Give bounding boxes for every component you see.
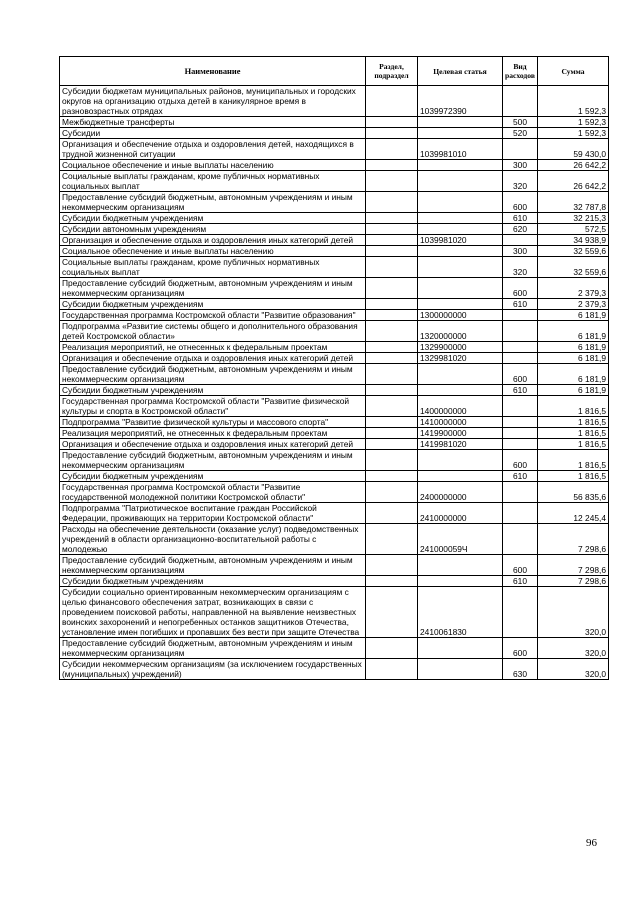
- cell-target: 1300000000: [418, 310, 503, 321]
- cell-section: [366, 555, 418, 576]
- cell-expense: 600: [503, 278, 538, 299]
- cell-section: [366, 503, 418, 524]
- cell-target: 241000059Ч: [418, 524, 503, 555]
- cell-sum: 7 298,6: [538, 555, 609, 576]
- cell-expense: [503, 353, 538, 364]
- cell-target: [418, 278, 503, 299]
- cell-section: [366, 353, 418, 364]
- cell-name: Подпрограмма "Патриотическое воспитание граждан Российской Федерации, проживающих на территории Костромской области": [60, 503, 366, 524]
- cell-name: Организация и обеспечение отдыха и оздоровления иных категорий детей: [60, 439, 366, 450]
- cell-expense: 600: [503, 192, 538, 213]
- cell-section: [366, 139, 418, 160]
- cell-section: [366, 192, 418, 213]
- cell-target: [418, 659, 503, 680]
- table-row: [60, 587, 609, 638]
- cell-expense: 620: [503, 224, 538, 235]
- cell-sum: 2 379,3: [538, 299, 609, 310]
- cell-target: 1329981020: [418, 353, 503, 364]
- table-row: [60, 246, 609, 257]
- table-row: [60, 192, 609, 213]
- cell-section: [366, 439, 418, 450]
- cell-sum: 2 379,3: [538, 278, 609, 299]
- cell-target: [418, 471, 503, 482]
- table-row: [60, 524, 609, 555]
- cell-name: Субсидии бюджетным учреждениям: [60, 299, 366, 310]
- cell-section: [366, 417, 418, 428]
- cell-sum: 1 592,3: [538, 86, 609, 117]
- cell-expense: [503, 482, 538, 503]
- table-row: [60, 257, 609, 278]
- cell-name: Предоставление субсидий бюджетным, автономным учреждениям и иным некоммерческим организациям: [60, 364, 366, 385]
- cell-name: Предоставление субсидий бюджетным, автономным учреждениям и иным некоммерческим организациям: [60, 450, 366, 471]
- cell-sum: 320,0: [538, 659, 609, 680]
- cell-section: [366, 257, 418, 278]
- cell-target: 1039972390: [418, 86, 503, 117]
- table-row: [60, 235, 609, 246]
- cell-sum: 6 181,9: [538, 385, 609, 396]
- cell-target: [418, 213, 503, 224]
- table-row: [60, 342, 609, 353]
- cell-sum: 26 642,2: [538, 171, 609, 192]
- cell-section: [366, 576, 418, 587]
- cell-target: [418, 117, 503, 128]
- cell-expense: 300: [503, 160, 538, 171]
- cell-name: Социальные выплаты гражданам, кроме публичных нормативных социальных выплат: [60, 257, 366, 278]
- cell-expense: 610: [503, 299, 538, 310]
- table-row: [60, 503, 609, 524]
- cell-name: Субсидии: [60, 128, 366, 139]
- cell-sum: 12 245,4: [538, 503, 609, 524]
- cell-sum: 56 835,6: [538, 482, 609, 503]
- cell-name: Реализация мероприятий, не отнесенных к федеральным проектам: [60, 342, 366, 353]
- cell-sum: 320,0: [538, 587, 609, 638]
- cell-sum: 1 816,5: [538, 450, 609, 471]
- budget-table: [59, 56, 609, 680]
- cell-name: Субсидии социально ориентированным некоммерческим организациям с целью финансового обеспечения затрат, возникающих в связи с проведением поисковой работы, направленной на выявление неизвестных воинских захоронений и непогребенных останков защитников Отечества, установление имен погибших и пропавших без вести при защите Отечества: [60, 587, 366, 638]
- cell-section: [366, 638, 418, 659]
- cell-sum: 320,0: [538, 638, 609, 659]
- cell-target: 1419900000: [418, 428, 503, 439]
- cell-name: Субсидии бюджетным учреждениям: [60, 213, 366, 224]
- cell-section: [366, 278, 418, 299]
- table-row: [60, 417, 609, 428]
- cell-sum: 32 787,8: [538, 192, 609, 213]
- cell-target: [418, 128, 503, 139]
- table-row: [60, 321, 609, 342]
- cell-target: [418, 299, 503, 310]
- cell-name: Государственная программа Костромской области "Развитие физической культуры и спорта в Костромской области": [60, 396, 366, 417]
- cell-expense: [503, 439, 538, 450]
- cell-name: Субсидии бюджетным учреждениям: [60, 576, 366, 587]
- cell-section: [366, 471, 418, 482]
- cell-sum: 1 816,5: [538, 417, 609, 428]
- cell-target: 1400000000: [418, 396, 503, 417]
- table-row: [60, 117, 609, 128]
- cell-section: [366, 587, 418, 638]
- cell-section: [366, 428, 418, 439]
- cell-name: Социальные выплаты гражданам, кроме публичных нормативных социальных выплат: [60, 171, 366, 192]
- table-row: [60, 86, 609, 117]
- table-row: [60, 160, 609, 171]
- cell-target: 2400000000: [418, 482, 503, 503]
- cell-expense: 500: [503, 117, 538, 128]
- table-row: [60, 139, 609, 160]
- cell-target: [418, 160, 503, 171]
- cell-target: [418, 257, 503, 278]
- cell-expense: 610: [503, 385, 538, 396]
- cell-sum: 6 181,9: [538, 364, 609, 385]
- cell-expense: [503, 342, 538, 353]
- cell-sum: 1 816,5: [538, 428, 609, 439]
- cell-name: Подпрограмма «Развитие системы общего и дополнительного образования детей Костромской области»: [60, 321, 366, 342]
- page-number: 96: [586, 837, 597, 849]
- cell-name: Подпрограмма "Развитие физической культуры и массового спорта": [60, 417, 366, 428]
- cell-name: Предоставление субсидий бюджетным, автономным учреждениям и иным некоммерческим организациям: [60, 555, 366, 576]
- cell-section: [366, 224, 418, 235]
- cell-target: 1039981010: [418, 139, 503, 160]
- cell-target: 1320000000: [418, 321, 503, 342]
- cell-target: 2410061830: [418, 587, 503, 638]
- cell-target: [418, 638, 503, 659]
- cell-sum: 7 298,6: [538, 576, 609, 587]
- cell-expense: 610: [503, 471, 538, 482]
- cell-name: Субсидии некоммерческим организациям (за исключением государственных (муниципальных) учреждений): [60, 659, 366, 680]
- cell-sum: 1 816,5: [538, 471, 609, 482]
- cell-name: Предоставление субсидий бюджетным, автономным учреждениям и иным некоммерческим организациям: [60, 638, 366, 659]
- cell-sum: 1 592,3: [538, 128, 609, 139]
- table-row: [60, 299, 609, 310]
- cell-sum: 6 181,9: [538, 310, 609, 321]
- table-row: [60, 353, 609, 364]
- table-row: [60, 450, 609, 471]
- cell-sum: 6 181,9: [538, 321, 609, 342]
- table-row: [60, 482, 609, 503]
- cell-name: Социальное обеспечение и иные выплаты населению: [60, 160, 366, 171]
- table-row: [60, 576, 609, 587]
- cell-expense: 300: [503, 246, 538, 257]
- cell-sum: 1 816,5: [538, 396, 609, 417]
- cell-sum: 26 642,2: [538, 160, 609, 171]
- cell-expense: 610: [503, 213, 538, 224]
- cell-expense: [503, 396, 538, 417]
- cell-expense: 600: [503, 364, 538, 385]
- header-expense: Вид расходов: [503, 57, 538, 86]
- table-row: [60, 364, 609, 385]
- cell-target: 1329900000: [418, 342, 503, 353]
- cell-section: [366, 86, 418, 117]
- cell-sum: 7 298,6: [538, 524, 609, 555]
- table-row: [60, 396, 609, 417]
- table-row: [60, 439, 609, 450]
- cell-target: [418, 576, 503, 587]
- cell-target: [418, 555, 503, 576]
- table-row: [60, 471, 609, 482]
- cell-target: [418, 450, 503, 471]
- header-name: Наименование: [60, 57, 366, 86]
- cell-name: Реализация мероприятий, не отнесенных к федеральным проектам: [60, 428, 366, 439]
- cell-name: Государственная программа Костромской области "Развитие образования": [60, 310, 366, 321]
- cell-section: [366, 213, 418, 224]
- cell-sum: 32 559,6: [538, 257, 609, 278]
- cell-expense: [503, 587, 538, 638]
- cell-section: [366, 396, 418, 417]
- cell-target: 2410000000: [418, 503, 503, 524]
- table-row: [60, 224, 609, 235]
- cell-section: [366, 321, 418, 342]
- cell-expense: [503, 503, 538, 524]
- table-row: [60, 555, 609, 576]
- cell-section: [366, 524, 418, 555]
- table-row: [60, 213, 609, 224]
- cell-sum: 6 181,9: [538, 342, 609, 353]
- table-row: [60, 128, 609, 139]
- cell-name: Межбюджетные трансферты: [60, 117, 366, 128]
- cell-expense: 600: [503, 555, 538, 576]
- cell-name: Субсидии бюджетам муниципальных районов, муниципальных и городских округов на организацию отдыха детей в каникулярное время в разновозрастных отрядах: [60, 86, 366, 117]
- cell-section: [366, 659, 418, 680]
- cell-target: [418, 385, 503, 396]
- cell-name: Государственная программа Костромской области "Развитие государственной молодежной политики Костромской области": [60, 482, 366, 503]
- cell-expense: [503, 524, 538, 555]
- cell-expense: [503, 310, 538, 321]
- table-row: [60, 659, 609, 680]
- cell-expense: 600: [503, 638, 538, 659]
- cell-section: [366, 235, 418, 246]
- cell-sum: 1 816,5: [538, 439, 609, 450]
- cell-sum: 32 559,6: [538, 246, 609, 257]
- table-header-row: [60, 57, 609, 86]
- cell-name: Предоставление субсидий бюджетным, автономным учреждениям и иным некоммерческим организациям: [60, 192, 366, 213]
- cell-target: 1410000000: [418, 417, 503, 428]
- cell-target: 1419981020: [418, 439, 503, 450]
- table-row: [60, 310, 609, 321]
- cell-expense: [503, 321, 538, 342]
- cell-section: [366, 246, 418, 257]
- cell-section: [366, 171, 418, 192]
- cell-expense: 610: [503, 576, 538, 587]
- cell-target: [418, 224, 503, 235]
- cell-name: Организация и обеспечение отдыха и оздоровления иных категорий детей: [60, 353, 366, 364]
- cell-expense: 600: [503, 450, 538, 471]
- table-body: [60, 86, 609, 680]
- cell-expense: [503, 428, 538, 439]
- table-row: [60, 278, 609, 299]
- cell-name: Субсидии бюджетным учреждениям: [60, 471, 366, 482]
- cell-section: [366, 310, 418, 321]
- cell-target: [418, 171, 503, 192]
- cell-expense: [503, 86, 538, 117]
- cell-name: Организация и обеспечение отдыха и оздоровления иных категорий детей: [60, 235, 366, 246]
- cell-expense: [503, 235, 538, 246]
- table-row: [60, 385, 609, 396]
- cell-expense: 320: [503, 171, 538, 192]
- cell-sum: 34 938,9: [538, 235, 609, 246]
- cell-section: [366, 117, 418, 128]
- cell-expense: 520: [503, 128, 538, 139]
- cell-target: [418, 246, 503, 257]
- header-target: Целевая статья: [418, 57, 503, 86]
- cell-sum: 6 181,9: [538, 353, 609, 364]
- cell-sum: 572,5: [538, 224, 609, 235]
- cell-section: [366, 385, 418, 396]
- cell-sum: 59 430,0: [538, 139, 609, 160]
- cell-name: Организация и обеспечение отдыха и оздоровления детей, находящихся в трудной жизненной ситуации: [60, 139, 366, 160]
- table-row: [60, 638, 609, 659]
- cell-target: [418, 364, 503, 385]
- cell-section: [366, 482, 418, 503]
- table-row: [60, 428, 609, 439]
- header-sum: Сумма: [538, 57, 609, 86]
- cell-expense: [503, 139, 538, 160]
- table-row: [60, 171, 609, 192]
- cell-expense: 320: [503, 257, 538, 278]
- cell-name: Предоставление субсидий бюджетным, автономным учреждениям и иным некоммерческим организациям: [60, 278, 366, 299]
- cell-sum: 1 592,3: [538, 117, 609, 128]
- cell-section: [366, 450, 418, 471]
- cell-target: 1039981020: [418, 235, 503, 246]
- cell-expense: 630: [503, 659, 538, 680]
- header-section: Раздел, подраздел: [366, 57, 418, 86]
- cell-expense: [503, 417, 538, 428]
- cell-name: Расходы на обеспечение деятельности (оказание услуг) подведомственных учреждений в области организационно-воспитательной работы с молодежью: [60, 524, 366, 555]
- cell-name: Социальное обеспечение и иные выплаты населению: [60, 246, 366, 257]
- cell-section: [366, 128, 418, 139]
- cell-section: [366, 160, 418, 171]
- cell-name: Субсидии автономным учреждениям: [60, 224, 366, 235]
- cell-section: [366, 299, 418, 310]
- cell-section: [366, 342, 418, 353]
- cell-target: [418, 192, 503, 213]
- cell-sum: 32 215,3: [538, 213, 609, 224]
- cell-name: Субсидии бюджетным учреждениям: [60, 385, 366, 396]
- cell-section: [366, 364, 418, 385]
